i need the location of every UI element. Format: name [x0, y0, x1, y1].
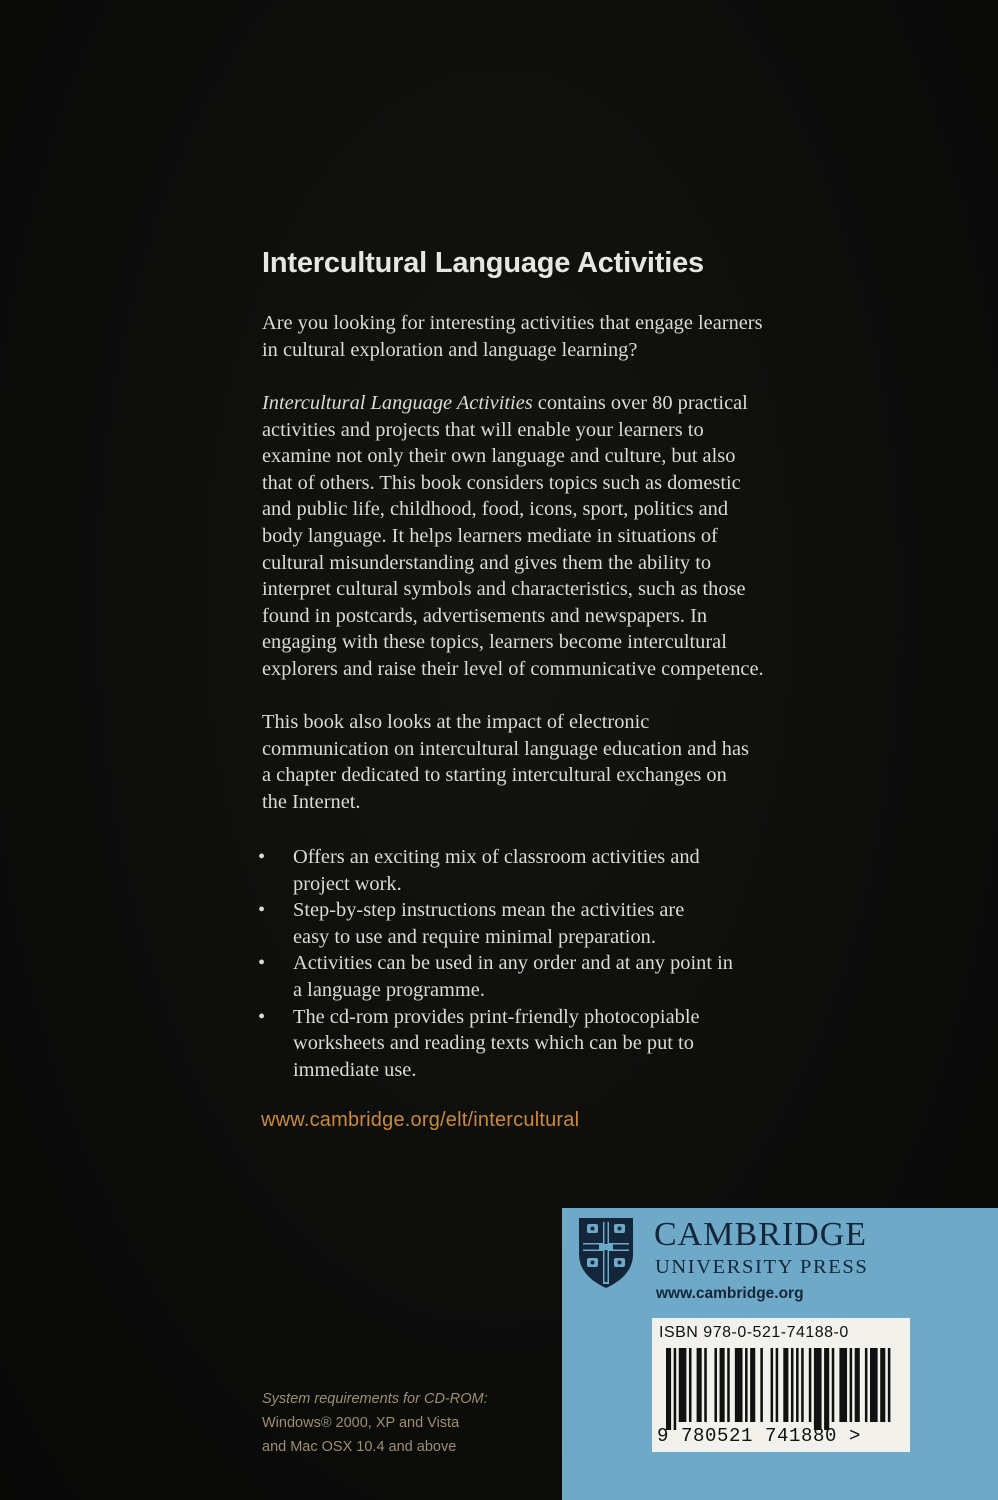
- description-line: and public life, childhood, food, icons, sport, politics and: [262, 498, 729, 521]
- intro-paragraph: [262, 310, 842, 363]
- system-requirements-line: and Mac OSX 10.4 and above: [262, 1439, 457, 1455]
- electronic-line: communication on intercultural language education and has: [262, 737, 749, 760]
- description-line: [262, 390, 842, 417]
- barcode-bar: [697, 1348, 702, 1422]
- isbn-number: ISBN 978-0-521-74188-0: [659, 1324, 849, 1341]
- publisher-website-link[interactable]: www.cambridge.org: [656, 1285, 804, 1302]
- system-requirements-line: Windows® 2000, XP and Vista: [262, 1415, 460, 1431]
- description-line: that of others. This book considers topics such as domestic: [262, 471, 741, 494]
- feature-line: immediate use.: [293, 1058, 417, 1081]
- book-website-link[interactable]: www.cambridge.org/elt/intercultural: [261, 1109, 580, 1131]
- description-line: interpret cultural symbols and characteristics, such as those: [262, 578, 746, 601]
- barcode-bar: [750, 1348, 755, 1422]
- ean-digits: 9 780521 741880 >: [657, 1425, 862, 1447]
- bullet-icon: •: [258, 952, 266, 975]
- barcode-bar: [674, 1348, 677, 1430]
- barcode-bar: [735, 1348, 743, 1422]
- feature-list: [258, 844, 818, 1083]
- description-line: engaging with these topics, learners become intercultural: [262, 631, 727, 654]
- feature-line: easy to use and require minimal preparation.: [293, 925, 656, 948]
- barcode-bar: [801, 1348, 804, 1422]
- bullet-icon: •: [258, 1005, 266, 1028]
- barcode-bar: [745, 1348, 748, 1422]
- barcode-bar: [870, 1348, 878, 1422]
- book-title-italic: Intercultural Language Activities: [262, 392, 533, 414]
- barcode-bar: [704, 1348, 707, 1422]
- feature-line: a language programme.: [293, 978, 485, 1001]
- publisher-subtitle: UNIVERSITY PRESS: [655, 1256, 869, 1278]
- feature-item: [258, 844, 818, 897]
- feature-line: worksheets and reading texts which can be put to: [293, 1032, 694, 1055]
- feature-line: project work.: [293, 872, 402, 895]
- book-title: Intercultural Language Activities: [262, 247, 704, 279]
- intro-line: in cultural exploration and language learning?: [262, 338, 638, 361]
- bullet-icon: •: [258, 899, 266, 922]
- barcode-bar: [714, 1348, 717, 1422]
- system-requirements-heading: System requirements for CD-ROM:: [262, 1391, 488, 1407]
- barcode-bar: [814, 1348, 822, 1430]
- feature-item: [258, 1004, 818, 1084]
- electronic-line: a chapter dedicated to starting intercultural exchanges on: [262, 764, 727, 787]
- barcode-bar: [839, 1348, 847, 1422]
- feature-line: Step-by-step instructions mean the activities are: [293, 899, 685, 922]
- description-line: cultural misunderstanding and gives them the ability to: [262, 551, 712, 574]
- barcode-bar: [760, 1348, 763, 1422]
- feature-line: Activities can be used in any order and at any point in: [293, 952, 733, 975]
- barcode-bar: [888, 1348, 891, 1422]
- barcode-bar: [727, 1348, 730, 1422]
- feature-item: [258, 897, 818, 950]
- barcode-bar: [679, 1348, 687, 1422]
- electronic-line: the Internet.: [262, 790, 361, 813]
- description-line: activities and projects that will enable your learners to: [262, 418, 704, 441]
- electronic-paragraph: [262, 709, 842, 815]
- barcode-bar: [809, 1348, 812, 1422]
- description-paragraph: [262, 390, 842, 683]
- barcode-bar: [824, 1348, 829, 1430]
- publisher-name: CAMBRIDGE: [654, 1216, 868, 1253]
- feature-item: [258, 950, 818, 1003]
- system-requirements: [262, 1387, 488, 1459]
- barcode-bar: [771, 1348, 774, 1422]
- barcode-bar: [689, 1348, 692, 1422]
- barcode-bar: [783, 1348, 788, 1422]
- feature-line: The cd-rom provides print-friendly photocopiable: [293, 1005, 700, 1028]
- barcode-bar: [666, 1348, 671, 1430]
- barcode-bar: [855, 1348, 860, 1422]
- intro-line: Are you looking for interesting activities that engage learners: [262, 312, 763, 334]
- barcode-bar: [720, 1348, 725, 1422]
- barcode-bar: [796, 1348, 799, 1422]
- description-line: explorers and raise their level of communicative competence.: [262, 657, 764, 680]
- electronic-line: This book also looks at the impact of electronic: [262, 711, 650, 733]
- barcode-bar: [776, 1348, 779, 1422]
- description-line: found in postcards, advertisements and newspapers. In: [262, 604, 708, 627]
- feature-line: Offers an exciting mix of classroom activities and: [293, 846, 700, 868]
- bullet-icon: •: [258, 846, 266, 868]
- barcode-bar: [865, 1348, 868, 1422]
- university-crest-icon: [575, 1214, 637, 1290]
- barcode-bar: [791, 1348, 794, 1422]
- description-text: contains over 80 practical: [532, 392, 748, 414]
- description-line: examine not only their own language and culture, but also: [262, 445, 736, 468]
- barcode-bar: [850, 1348, 853, 1422]
- barcode-bar: [880, 1348, 885, 1422]
- barcode-bar: [832, 1348, 835, 1422]
- description-line: body language. It helps learners mediate in situations of: [262, 524, 718, 547]
